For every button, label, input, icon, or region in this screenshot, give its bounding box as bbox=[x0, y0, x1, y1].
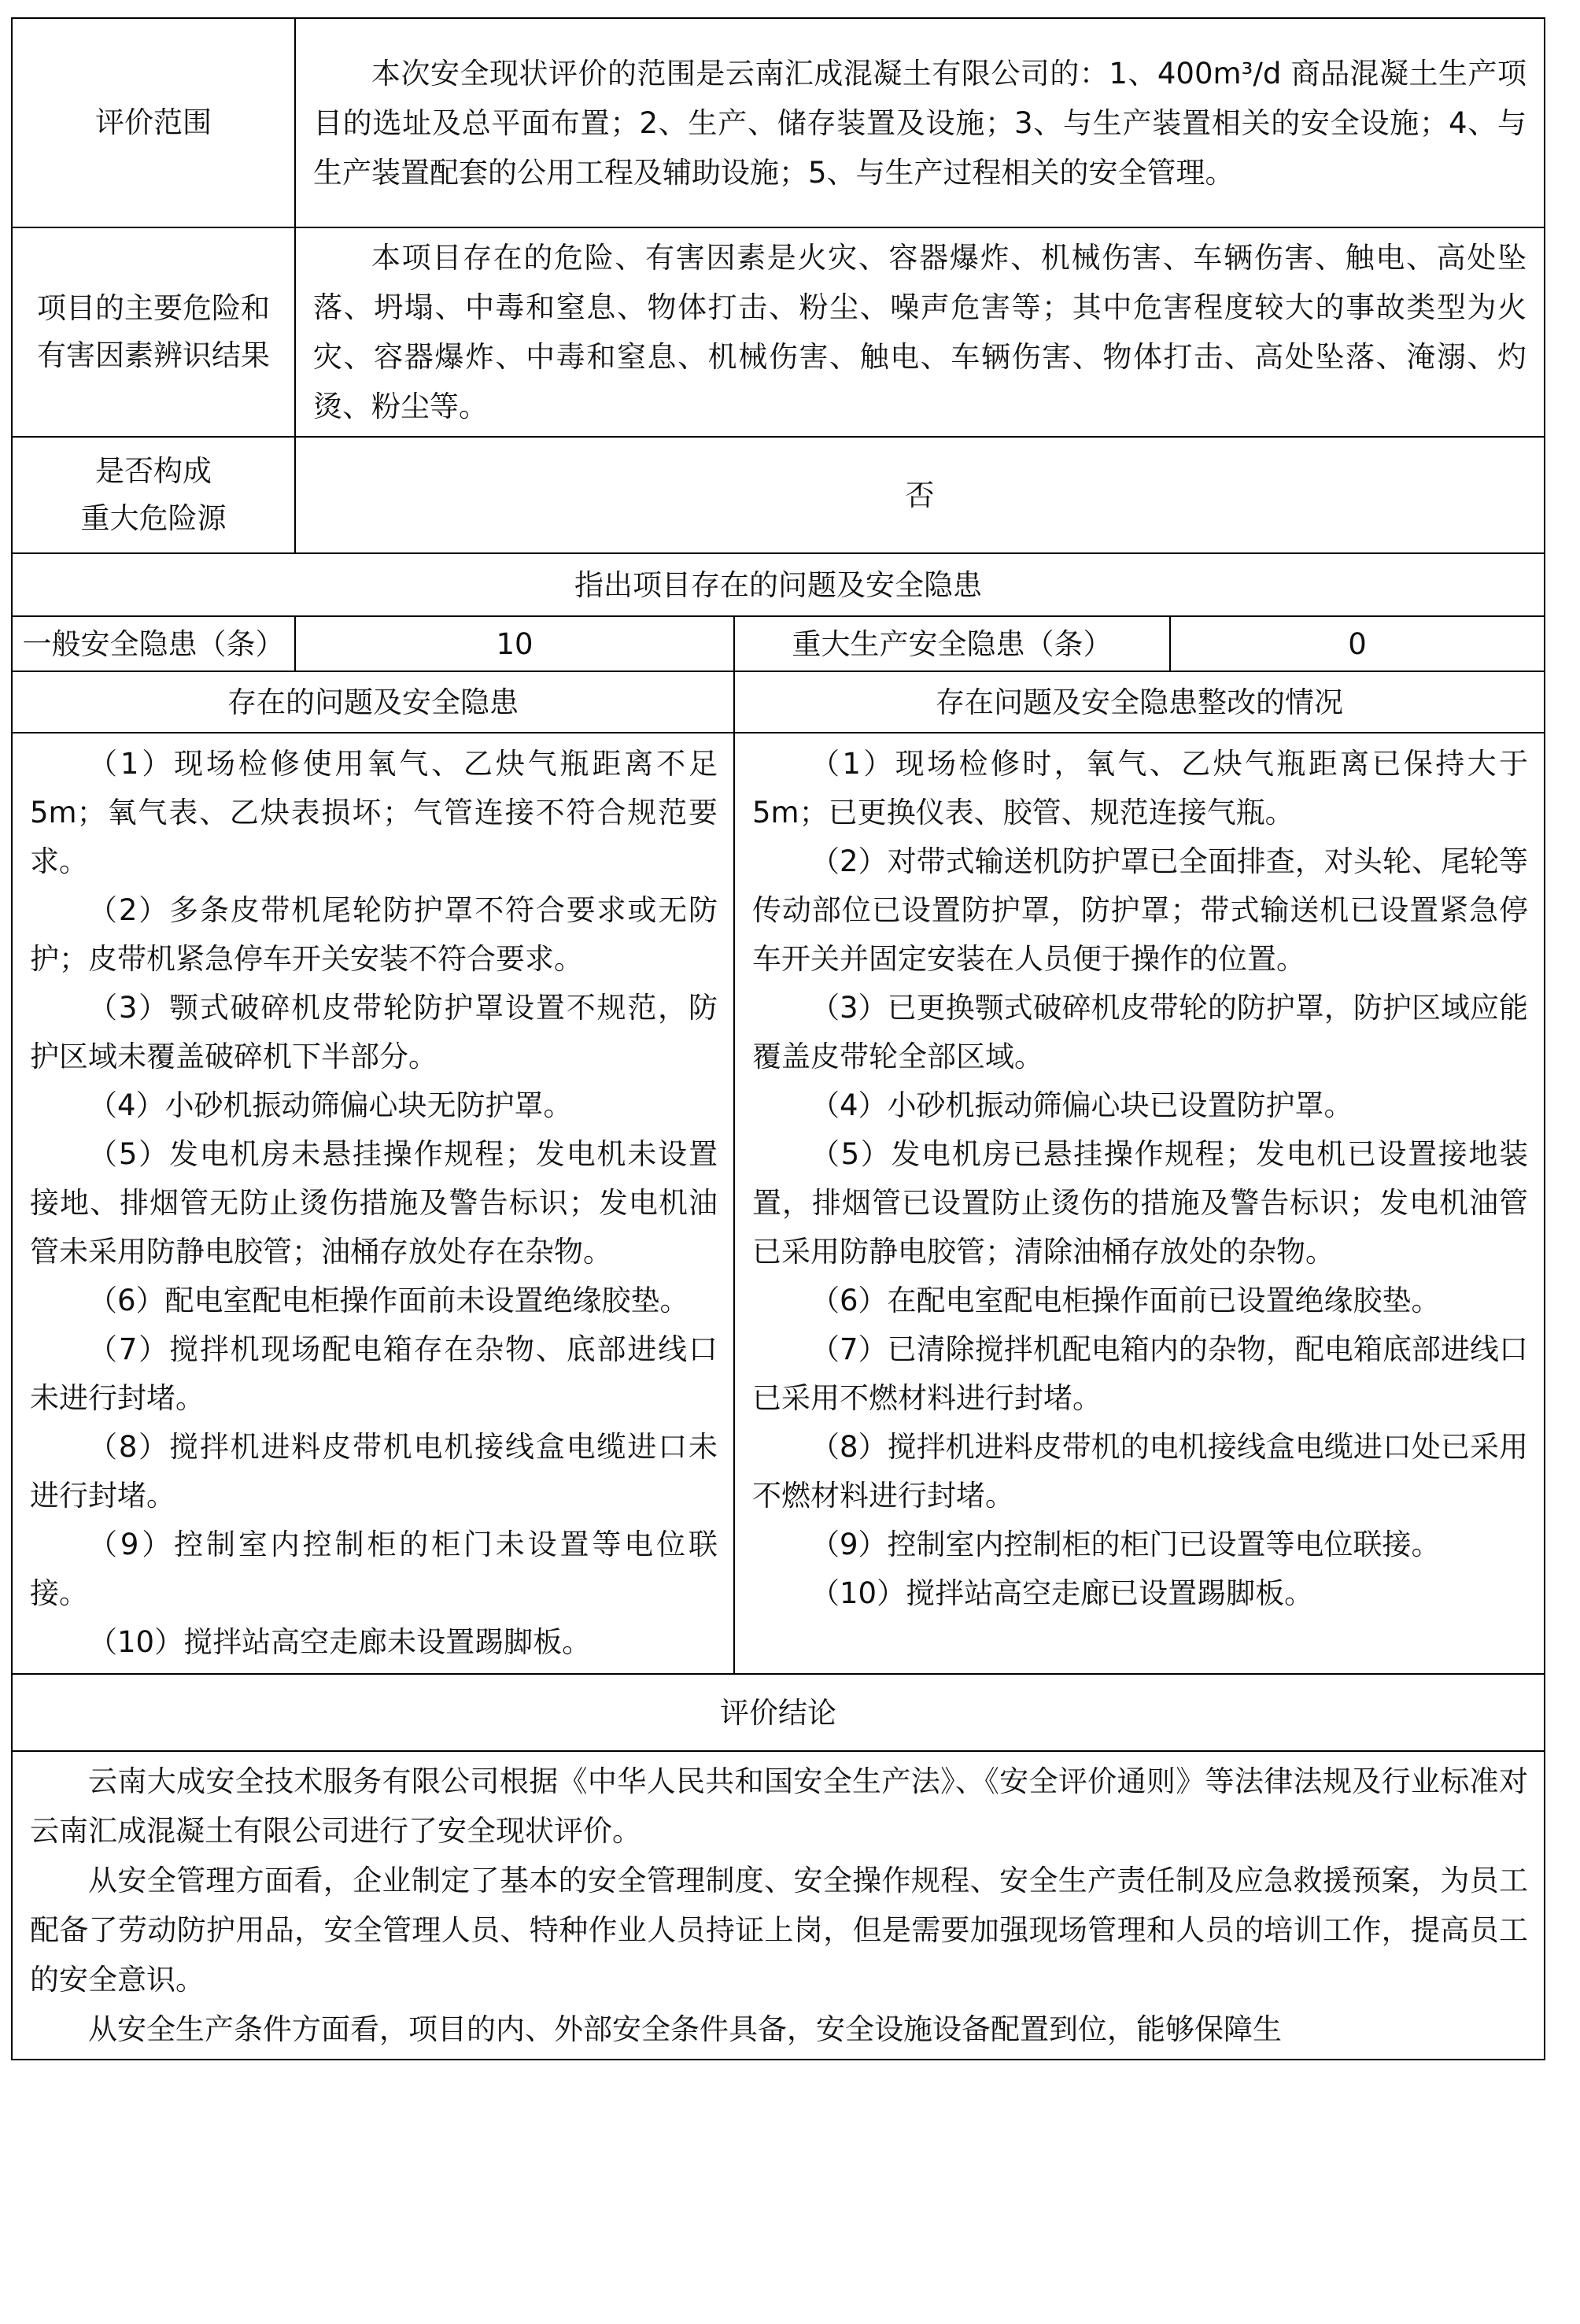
hazards-label: 项目的主要危险和有害因素辨识结果 bbox=[12, 227, 295, 437]
problem-item: （4）小砂机振动筛偏心块无防护罩。 bbox=[88, 1088, 573, 1122]
general-hazard-count: 10 bbox=[295, 616, 734, 671]
problem-item: （3）颚式破碎机皮带轮防护罩设置不规范，防护区域未覆盖破碎机下半部分。 bbox=[30, 991, 718, 1073]
scope-row bbox=[12, 18, 1545, 227]
rectification-item: （1）现场检修时，氧气、乙炔气瓶距离已保持大于 5m；已更换仪表、胶管、规范连接气瓶。 bbox=[752, 747, 1529, 829]
scope-label: 评价范围 bbox=[12, 18, 295, 227]
conclusion-body-row bbox=[12, 1751, 1545, 2060]
conclusion-paragraph: 从安全生产条件方面看，项目的内、外部安全条件具备，安全设施设备配置到位，能够保障生 bbox=[88, 2012, 1282, 2046]
issues-section-title: 指出项目存在的问题及安全隐患 bbox=[12, 553, 1545, 616]
rectification-item: （2）对带式输送机防护罩已全面排查，对头轮、尾轮等传动部位已设置防护罩，防护罩；带式输送机已设置紧急停车开关并固定安装在人员便于操作的位置。 bbox=[752, 844, 1529, 976]
document-page bbox=[11, 17, 1544, 2060]
major-hazard-label-line1: 是否构成 bbox=[95, 454, 212, 488]
hazard-count-row bbox=[12, 616, 1545, 671]
conclusion-paragraph: 云南大成安全技术服务有限公司根据《中华人民共和国安全生产法》、《安全评价通则》等法律法规及行业标准对云南汇成混凝土有限公司进行了安全现状评价。 bbox=[30, 1764, 1529, 1848]
rectification-item: （4）小砂机振动筛偏心块已设置防护罩。 bbox=[810, 1088, 1353, 1122]
rectification-item: （5）发电机房已悬挂操作规程；发电机已设置接地装置，排烟管已设置防止烫伤的措施及警告标识；发电机油管已采用防静电胶管；清除油桶存放处的杂物。 bbox=[752, 1137, 1529, 1269]
hazards-text: 本项目存在的危险、有害因素是火灾、容器爆炸、机械伤害、车辆伤害、触电、高处坠落、坍塌、中毒和窒息、物体打击、粉尘、噪声危害等；其中危害程度较大的事故类型为火灾、容器爆炸、中毒和窒息、机械伤害、触电、车辆伤害、物体打击、高处坠落、淹溺、灼烫、粉尘等。 bbox=[313, 241, 1527, 423]
hazards-text-cell bbox=[295, 227, 1545, 437]
rectification-item: （3）已更换颚式破碎机皮带轮的防护罩，防护区域应能覆盖皮带轮全部区域。 bbox=[752, 991, 1529, 1073]
major-hazard-value: 否 bbox=[295, 437, 1545, 553]
problem-item: （10）搅拌站高空走廊未设置踢脚板。 bbox=[88, 1625, 592, 1659]
problem-item: （6）配电室配电柜操作面前未设置绝缘胶垫。 bbox=[88, 1284, 689, 1317]
major-hazard-row bbox=[12, 437, 1545, 553]
major-hazard-label-line2: 重大危险源 bbox=[80, 501, 227, 535]
major-hazard-count-label: 重大生产安全隐患（条） bbox=[734, 616, 1170, 671]
major-hazard-label bbox=[12, 437, 295, 553]
conclusion-paragraph: 从安全管理方面看，企业制定了基本的安全管理制度、安全操作规程、安全生产责任制及应急救援预案，为员工配备了劳动防护用品，安全管理人员、特种作业人员持证上岗，但是需要加强现场管理和人员的培训工作，提高员工的安全意识。 bbox=[30, 1864, 1529, 1997]
conclusion-title: 评价结论 bbox=[12, 1674, 1545, 1751]
rectification-item: （7）已清除搅拌机配电箱内的杂物，配电箱底部进线口已采用不燃材料进行封堵。 bbox=[752, 1332, 1529, 1415]
problems-column-header: 存在的问题及安全隐患 bbox=[12, 671, 734, 733]
rectification-item: （8）搅拌机进料皮带机的电机接线盒电缆进口处已采用不燃材料进行封堵。 bbox=[752, 1430, 1529, 1513]
rectification-list bbox=[734, 733, 1545, 1674]
problem-item: （8）搅拌机进料皮带机电机接线盒电缆进口未进行封堵。 bbox=[30, 1430, 718, 1513]
issues-content-row bbox=[12, 733, 1545, 1674]
problem-item: （5）发电机房未悬挂操作规程；发电机未设置接地、排烟管无防止烫伤措施及警告标识；发电机油管未采用防静电胶管；油桶存放处存在杂物。 bbox=[30, 1137, 718, 1269]
evaluation-table bbox=[11, 17, 1545, 2060]
issues-header-row bbox=[12, 671, 1545, 733]
problem-item: （9）控制室内控制柜的柜门未设置等电位联接。 bbox=[30, 1528, 718, 1610]
scope-text: 本次安全现状评价的范围是云南汇成混凝土有限公司的：1、400m³/d 商品混凝土生产项目的选址及总平面布置；2、生产、储存装置及设施；3、与生产装置相关的安全设施；4、与生产装置配套的公用工程及辅助设施；5、与生产过程相关的安全管理。 bbox=[313, 56, 1527, 190]
scope-text-cell bbox=[295, 18, 1545, 227]
issues-section-row bbox=[12, 553, 1545, 616]
conclusion-body bbox=[12, 1751, 1545, 2060]
problem-item: （7）搅拌机现场配电箱存在杂物、底部进线口未进行封堵。 bbox=[30, 1332, 718, 1415]
rectification-item: （6）在配电室配电柜操作面前已设置绝缘胶垫。 bbox=[810, 1284, 1441, 1317]
problem-item: （1）现场检修使用氧气、乙炔气瓶距离不足 5m；氧气表、乙炔表损坏；气管连接不符合规范要求。 bbox=[30, 747, 718, 878]
problem-item: （2）多条皮带机尾轮防护罩不符合要求或无防护；皮带机紧急停车开关安装不符合要求。 bbox=[30, 893, 718, 976]
rectification-item: （10）搅拌站高空走廊已设置踢脚板。 bbox=[810, 1576, 1314, 1610]
general-hazard-label: 一般安全隐患（条） bbox=[12, 616, 295, 671]
conclusion-header-row bbox=[12, 1674, 1545, 1751]
rectification-item: （9）控制室内控制柜的柜门已设置等电位联接。 bbox=[810, 1528, 1441, 1561]
hazards-row bbox=[12, 227, 1545, 437]
problems-list bbox=[12, 733, 734, 1674]
major-hazard-count: 0 bbox=[1170, 616, 1545, 671]
rectification-column-header: 存在问题及安全隐患整改的情况 bbox=[734, 671, 1545, 733]
